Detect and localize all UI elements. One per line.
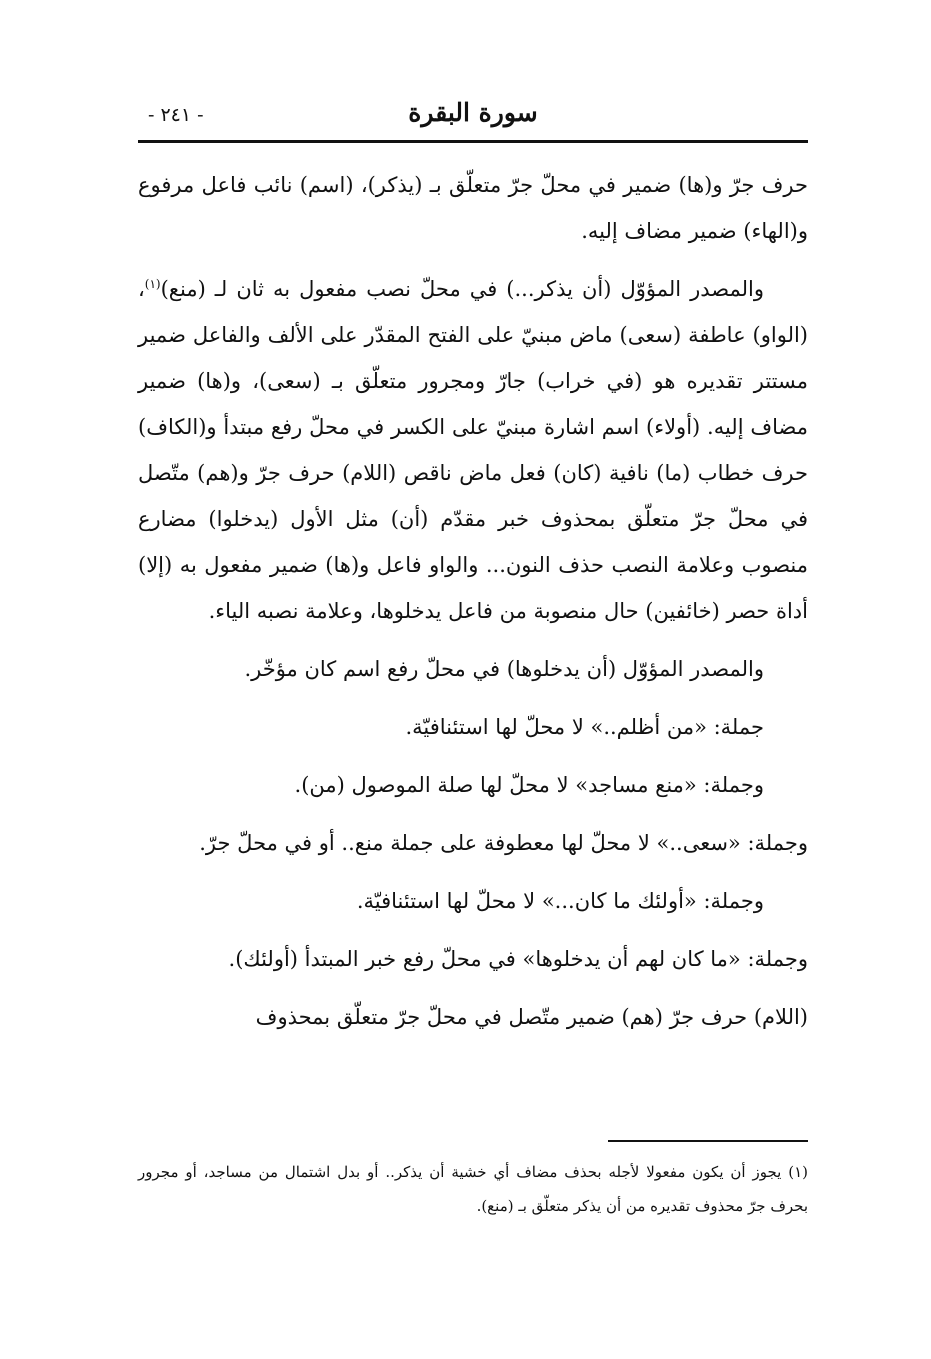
paragraph: (اللام) حرف جرّ (هم) ضمير متّصل في محلّ جرّ متعلّق بمحذوف [255, 1005, 808, 1029]
footnote: (١) يجوز أن يكون مفعولا لأجله بحذف مضاف أي خشية أن يذكر.. أو بدل اشتمال من مساجد، أو مجرور بحرف جرّ محذوف تقديره من أن يذكر متعلّق بـ (منع). [138, 1163, 808, 1215]
paragraph: جملة: «من أظلم..» لا محلّ لها استئنافيّة. [405, 715, 764, 739]
paragraph: وجملة: «منع مساجد» لا محلّ لها صلة الموصول (من). [294, 773, 764, 797]
paragraph: وجملة: «سعى..» لا محلّ لها معطوفة على جملة منع.. أو في محلّ جرّ. [199, 831, 808, 855]
page-title: سورة البقرة [408, 98, 538, 127]
page-number: - ٢٤١ - [148, 104, 204, 126]
body-text [138, 162, 808, 1052]
footnotes [138, 1155, 808, 1223]
paragraph: والمصدر المؤوّل (أن يدخلوها) في محلّ رفع اسم كان مؤخّر. [244, 657, 764, 681]
paragraph: وجملة: «ما كان لهم أن يدخلوها» في محلّ رفع خبر المبتدأ (أولئك). [228, 947, 808, 971]
paragraph [138, 266, 808, 634]
paragraph-text: ، (الواو) عاطفة (سعى) ماض مبنيّ على الفتح المقدّر على الألف والفاعل ضمير مستتر تقديره هو (في خراب) جارّ ومجرور متعلّق بـ (سعى)، و(ها) ضمير مضاف إليه. (أولاء) اسم اشارة مبنيّ على الكسر في محلّ رفع مبتدأ و(الكاف) حرف خطاب (ما) نافية (كان) فعل ماض ناقص (اللام) حرف جرّ و(هم) متّصل في محلّ جرّ متعلّق بمحذوف خبر مقدّم (أن) مثل الأول (يدخلوا) مضارع منصوب وعلامة النصب حذف النون... والواو فاعل و(ها) ضمير مفعول به (إلا) أداة حصر (خائفين) حال منصوبة من فاعل يدخلوها، وعلامة نصبه الياء. [138, 277, 808, 623]
paragraph: وجملة: «أولئك ما كان...» لا محلّ لها استئنافيّة. [356, 889, 764, 913]
paragraph-text: والمصدر المؤوّل (أن يذكر...) في محلّ نصب مفعول به ثان لـ (منع) [160, 277, 764, 301]
page-header [138, 96, 808, 143]
footnote-divider [608, 1140, 808, 1142]
paragraph: حرف جرّ و(ها) ضمير في محلّ جرّ متعلّق بـ (يذكر)، (اسم) نائب فاعل مرفوع و(الهاء) ضمير مضاف إليه. [138, 173, 808, 243]
footnote-marker: (١) [144, 277, 161, 291]
